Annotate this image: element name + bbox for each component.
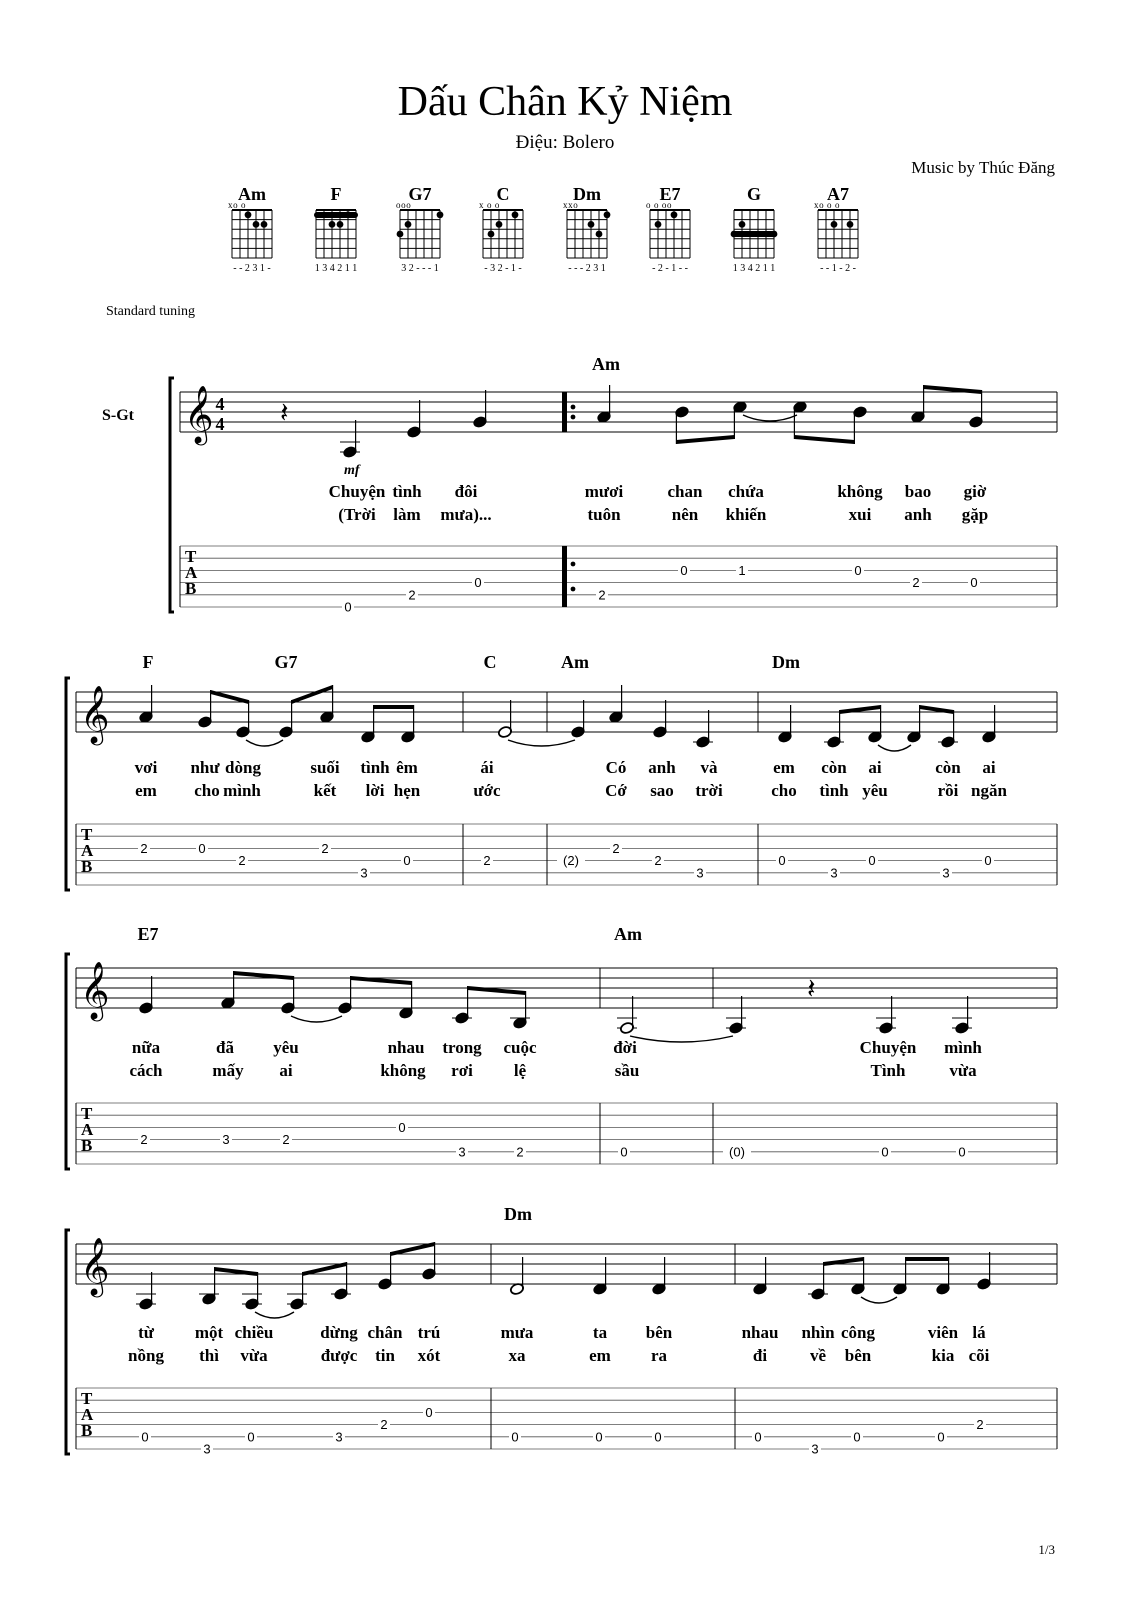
tab-fret-number: 2 bbox=[976, 1417, 984, 1433]
chord-symbol: Am bbox=[592, 354, 620, 374]
lyric-verse-2: kia bbox=[931, 1346, 955, 1365]
tab-fret-number: 2 bbox=[598, 587, 606, 603]
lyric-verse-2: rồi bbox=[937, 781, 959, 800]
lyric-verse-2: tình bbox=[819, 781, 849, 800]
tab-clef-letter: A bbox=[185, 563, 198, 582]
score-systems bbox=[66, 354, 1057, 1457]
track-name: S-Gt bbox=[102, 407, 134, 424]
chord-diagram bbox=[814, 184, 858, 274]
tab-fret-number: 3 bbox=[830, 865, 838, 881]
tab-fret-number: 0 bbox=[970, 575, 978, 591]
lyric-verse-1: mưa bbox=[500, 1323, 534, 1342]
lyric-verse-1: nữa bbox=[131, 1038, 161, 1057]
finger-dot bbox=[596, 231, 603, 238]
lyric-verse-1: đã bbox=[216, 1038, 234, 1057]
lyric-verse-2: tuôn bbox=[587, 505, 621, 524]
beam bbox=[351, 976, 412, 985]
finger-dot bbox=[731, 231, 738, 238]
lyric-verse-2: kết bbox=[313, 781, 337, 800]
beam bbox=[906, 1257, 949, 1261]
finger-dot bbox=[496, 221, 503, 228]
tab-fret-number: 0 bbox=[654, 1429, 662, 1445]
lyric-verse-1: bao bbox=[904, 482, 932, 501]
tab-fret-number: (0) bbox=[729, 1144, 745, 1160]
tab-fret-number: 0 bbox=[620, 1144, 628, 1160]
lyric-verse-2: anh bbox=[904, 505, 932, 524]
lyric-verse-1: cuộc bbox=[503, 1038, 537, 1057]
finger-dot bbox=[261, 221, 268, 228]
tab-fret-number: 0 bbox=[398, 1119, 406, 1135]
page-number: 1/3 bbox=[1038, 1542, 1055, 1557]
lyric-verse-1: không bbox=[837, 482, 883, 501]
lyric-verse-1: nhau bbox=[741, 1323, 779, 1342]
lyric-verse-1: ta bbox=[592, 1323, 608, 1342]
chord-diagram bbox=[314, 184, 358, 274]
beam bbox=[794, 435, 854, 444]
beam bbox=[234, 971, 294, 980]
finger-dot bbox=[831, 221, 838, 228]
tab-fret-number: 2 bbox=[140, 1132, 148, 1148]
tab-fret-number: 0 bbox=[141, 1429, 149, 1445]
tab-fret-number: 3 bbox=[222, 1132, 230, 1148]
finger-dot bbox=[588, 221, 595, 228]
repeat-dot bbox=[571, 405, 576, 410]
lyric-verse-2: (Trời bbox=[338, 505, 376, 524]
finger-dot bbox=[345, 211, 352, 218]
barre-mark bbox=[314, 212, 358, 218]
treble-clef: 𝄞 bbox=[184, 386, 214, 442]
finger-dot bbox=[512, 211, 519, 218]
tab-fret-number: 0 bbox=[425, 1404, 433, 1420]
repeat-dot bbox=[571, 562, 576, 567]
tab-fret-number: 3 bbox=[696, 865, 704, 881]
chord-diagram-name: Dm bbox=[573, 184, 601, 204]
beam bbox=[840, 705, 881, 714]
chord-fingering: - 3 2 - 1 - bbox=[484, 263, 522, 274]
chord-diagram bbox=[479, 184, 523, 274]
lyric-verse-1: trong bbox=[442, 1038, 482, 1057]
lyric-verse-2: không bbox=[380, 1061, 426, 1080]
finger-dot bbox=[253, 221, 260, 228]
score-system bbox=[170, 354, 1057, 615]
lyric-verse-2: ra bbox=[650, 1346, 668, 1365]
song-title: Dấu Chân Kỷ Niệm bbox=[397, 79, 733, 125]
chord-symbol: G7 bbox=[274, 652, 298, 672]
lyric-verse-2: xót bbox=[417, 1346, 441, 1365]
finger-dot bbox=[397, 231, 404, 238]
chord-diagram bbox=[228, 184, 272, 274]
tie bbox=[861, 1297, 897, 1303]
tab-fret-number: 0 bbox=[198, 840, 206, 856]
chord-diagram-row bbox=[228, 184, 858, 274]
lyric-verse-2: hẹn bbox=[393, 781, 421, 800]
lyric-verse-1: êm bbox=[396, 758, 418, 777]
tab-fret-number: 0 bbox=[778, 853, 786, 869]
repeat-dot bbox=[571, 587, 576, 592]
tab-fret-number: 3 bbox=[335, 1429, 343, 1445]
lyric-verse-2: nên bbox=[671, 505, 699, 524]
tab-clef-letter: B bbox=[81, 857, 93, 876]
tab-fret-number: 0 bbox=[344, 599, 352, 615]
lyric-verse-2: trời bbox=[695, 781, 723, 800]
lyric-verse-1: đời bbox=[613, 1038, 637, 1057]
open-muted-markers: ooo bbox=[396, 200, 412, 210]
chord-diagram-name: C bbox=[496, 184, 510, 204]
lyric-verse-1: dừng bbox=[320, 1323, 358, 1342]
chord-diagram bbox=[396, 184, 443, 274]
lyric-verse-2: Cớ bbox=[605, 781, 627, 800]
lyric-verse-1: Có bbox=[605, 758, 627, 777]
lyric-verse-2: xui bbox=[848, 505, 872, 524]
lyric-verse-2: khiến bbox=[725, 505, 767, 524]
lyric-verse-2: em bbox=[589, 1346, 611, 1365]
lyric-verse-1: công bbox=[841, 1323, 875, 1342]
tab-clef-letter: T bbox=[81, 1389, 93, 1408]
tab-fret-number: 1 bbox=[738, 562, 746, 578]
lyric-verse-2: vừa bbox=[949, 1061, 977, 1080]
lyric-verse-1: còn bbox=[821, 758, 847, 777]
chord-fingering: 1 3 4 2 1 1 bbox=[314, 263, 358, 274]
lyric-verse-1: nhau bbox=[387, 1038, 425, 1057]
open-muted-markers: xxo bbox=[563, 200, 579, 210]
treble-clef: 𝄞 bbox=[80, 1238, 110, 1294]
chord-symbol: Am bbox=[561, 652, 589, 672]
lyric-verse-1: dòng bbox=[225, 758, 261, 777]
beam bbox=[374, 705, 414, 709]
tab-fret-number: 2 bbox=[612, 840, 620, 856]
lyric-verse-1: như bbox=[190, 758, 220, 777]
finger-dot bbox=[739, 221, 746, 228]
chord-diagram bbox=[563, 184, 610, 274]
chord-symbol: Dm bbox=[772, 652, 800, 672]
treble-clef: 𝄞 bbox=[80, 962, 110, 1018]
lyric-verse-1: tình bbox=[360, 758, 390, 777]
tab-fret-number: 2 bbox=[380, 1417, 388, 1433]
lyric-verse-1: đôi bbox=[454, 482, 478, 501]
beam bbox=[468, 986, 526, 995]
tab-clef-letter: T bbox=[81, 1104, 93, 1123]
lyric-verse-2: được bbox=[320, 1346, 358, 1365]
tab-clef-letter: A bbox=[81, 1405, 94, 1424]
lyric-verse-2: cho bbox=[194, 781, 220, 800]
lyric-verse-1: một bbox=[194, 1323, 224, 1342]
tab-fret-number: 2 bbox=[140, 840, 148, 856]
chord-symbol: Dm bbox=[504, 1204, 532, 1224]
lyric-verse-2: ai bbox=[279, 1061, 293, 1080]
lyric-verse-1: trú bbox=[417, 1323, 441, 1342]
lyric-verse-2: tin bbox=[375, 1346, 395, 1365]
lyric-verse-2: đi bbox=[752, 1346, 768, 1365]
chord-fingering: - - 1 - 2 - bbox=[820, 263, 856, 274]
lyric-verse-1: vơi bbox=[134, 758, 158, 777]
tie bbox=[630, 1036, 733, 1042]
lyric-verse-1: và bbox=[700, 758, 718, 777]
chord-diagram-name: A7 bbox=[827, 184, 849, 204]
score-system bbox=[66, 652, 1057, 890]
treble-clef: 𝄞 bbox=[80, 686, 110, 742]
lyric-verse-1: ai bbox=[982, 758, 996, 777]
chord-fingering: - - - 2 3 1 bbox=[568, 263, 606, 274]
chord-diagram-name: F bbox=[330, 184, 342, 204]
tab-fret-number: 0 bbox=[937, 1429, 945, 1445]
finger-dot bbox=[847, 221, 854, 228]
lyric-verse-1: lá bbox=[972, 1323, 986, 1342]
open-muted-markers: xo o bbox=[228, 200, 247, 210]
open-muted-markers: xo o o bbox=[814, 200, 841, 210]
tab-fret-number: 0 bbox=[403, 853, 411, 869]
chord-symbol: Am bbox=[614, 924, 642, 944]
lyric-verse-2: thì bbox=[199, 1346, 219, 1365]
open-muted-markers: x o o bbox=[479, 200, 500, 210]
chord-diagram-name: G7 bbox=[408, 184, 432, 204]
tie bbox=[246, 740, 283, 746]
lyric-verse-1: giờ bbox=[963, 482, 987, 501]
repeat-dot bbox=[571, 415, 576, 420]
lyric-verse-1: anh bbox=[648, 758, 676, 777]
lyric-verse-2: xa bbox=[508, 1346, 526, 1365]
tab-fret-number: 0 bbox=[984, 853, 992, 869]
lyric-verse-2: sầu bbox=[614, 1061, 640, 1080]
finger-dot bbox=[245, 211, 252, 218]
tie bbox=[508, 740, 575, 746]
lyric-verse-1: chân bbox=[367, 1323, 403, 1342]
lyric-verse-1: Chuyện bbox=[328, 482, 386, 501]
lyric-verse-2: về bbox=[809, 1346, 827, 1365]
lyric-verse-1: ái bbox=[480, 758, 494, 777]
tab-fret-number: 2 bbox=[654, 853, 662, 869]
lyric-verse-2: cho bbox=[771, 781, 797, 800]
lyric-verse-2: cách bbox=[129, 1061, 163, 1080]
lyric-verse-1: nhìn bbox=[801, 1323, 835, 1342]
tab-fret-number: 0 bbox=[853, 1429, 861, 1445]
tab-clef-letter: A bbox=[81, 1120, 94, 1139]
chord-symbol: C bbox=[483, 652, 497, 672]
lyric-verse-2: Tình bbox=[870, 1061, 906, 1080]
tab-clef-letter: B bbox=[185, 579, 197, 598]
lyric-verse-2: ngăn bbox=[971, 781, 1007, 800]
tuning-label: Standard tuning bbox=[106, 304, 196, 319]
system-bracket bbox=[66, 678, 70, 890]
repeat-barline bbox=[562, 392, 567, 432]
tie bbox=[291, 1016, 342, 1022]
lyric-verse-1: chứa bbox=[728, 482, 764, 501]
system-bracket bbox=[66, 954, 70, 1169]
chord-symbol: E7 bbox=[137, 924, 159, 944]
lyric-verse-1: viên bbox=[927, 1323, 959, 1342]
lyric-verse-2: mấy bbox=[212, 1061, 244, 1080]
tab-fret-number: 2 bbox=[912, 575, 920, 591]
system-bracket bbox=[66, 1230, 70, 1454]
lyric-verse-1: còn bbox=[935, 758, 961, 777]
tab-fret-number: 2 bbox=[408, 587, 416, 603]
finger-dot bbox=[604, 211, 611, 218]
lyric-verse-1: suối bbox=[310, 758, 340, 777]
tab-clef-letter: A bbox=[81, 841, 94, 860]
lyric-verse-1: mươi bbox=[584, 482, 624, 501]
lyric-verse-1: từ bbox=[138, 1323, 154, 1342]
chord-symbol: F bbox=[142, 652, 154, 672]
time-signature-bottom: 4 bbox=[215, 414, 225, 434]
lyric-verse-2: nồng bbox=[128, 1346, 164, 1365]
tab-fret-number: 2 bbox=[483, 853, 491, 869]
tab-fret-number: 0 bbox=[680, 562, 688, 578]
tab-fret-number: 3 bbox=[203, 1441, 211, 1457]
beam bbox=[920, 705, 954, 714]
beam bbox=[924, 385, 982, 394]
tie bbox=[743, 415, 797, 421]
tab-fret-number: 2 bbox=[238, 853, 246, 869]
finger-dot bbox=[671, 211, 678, 218]
tab-fret-number: 3 bbox=[360, 865, 368, 881]
finger-dot bbox=[405, 221, 412, 228]
chord-fingering: - - 2 3 1 - bbox=[233, 263, 271, 274]
lyric-verse-2: bên bbox=[844, 1346, 872, 1365]
tab-fret-number: 2 bbox=[282, 1132, 290, 1148]
finger-dot bbox=[329, 221, 336, 228]
lyric-verse-1: tình bbox=[392, 482, 422, 501]
chord-fingering: - 2 - 1 - - bbox=[652, 263, 688, 274]
tab-fret-number: 0 bbox=[511, 1429, 519, 1445]
tab-fret-number: 2 bbox=[321, 840, 329, 856]
beam bbox=[292, 685, 333, 704]
lyric-verse-1: Chuyện bbox=[859, 1038, 917, 1057]
tie bbox=[255, 1312, 294, 1318]
tab-fret-number: (2) bbox=[563, 853, 579, 869]
finger-dot bbox=[488, 231, 495, 238]
lyric-verse-2: rơi bbox=[451, 1061, 473, 1080]
chord-diagram-name: G bbox=[746, 184, 762, 204]
finger-dot bbox=[437, 211, 444, 218]
tab-fret-number: 0 bbox=[247, 1429, 255, 1445]
lyric-verse-1: ai bbox=[868, 758, 882, 777]
beam bbox=[676, 435, 734, 444]
chord-diagram bbox=[731, 184, 778, 274]
composer-credit: Music by Thúc Đăng bbox=[911, 158, 1055, 177]
finger-dot bbox=[655, 221, 662, 228]
chord-diagram-name: E7 bbox=[659, 184, 681, 204]
lyric-verse-2: lệ bbox=[513, 1061, 527, 1080]
chord-fingering: 1 3 4 2 1 1 bbox=[732, 263, 776, 274]
lyric-verse-2: mưa)... bbox=[440, 505, 492, 524]
tab-fret-number: 3 bbox=[942, 865, 950, 881]
score-system bbox=[66, 1204, 1057, 1457]
tab-fret-number: 0 bbox=[868, 853, 876, 869]
lyric-verse-2: vừa bbox=[240, 1346, 268, 1365]
lyric-verse-2: lời bbox=[365, 781, 385, 800]
quarter-rest: 𝄽 bbox=[807, 974, 816, 1005]
chord-fingering: 3 2 - - - 1 bbox=[401, 263, 439, 274]
system-bracket bbox=[170, 378, 174, 612]
song-subtitle: Điệu: Bolero bbox=[515, 132, 615, 153]
chord-diagram-name: Am bbox=[238, 184, 266, 204]
tab-clef-letter: T bbox=[185, 547, 197, 566]
tab-clef-letter: B bbox=[81, 1421, 93, 1440]
time-signature-top: 4 bbox=[215, 394, 225, 414]
lyric-verse-2: ước bbox=[473, 781, 501, 800]
repeat-barline bbox=[562, 546, 567, 607]
tab-fret-number: 3 bbox=[458, 1144, 466, 1160]
tab-fret-number: 2 bbox=[516, 1144, 524, 1160]
lyric-verse-2: cõi bbox=[968, 1346, 990, 1365]
lyric-verse-1: em bbox=[773, 758, 795, 777]
lyric-verse-2: làm bbox=[393, 505, 421, 524]
tab-clef-letter: B bbox=[81, 1136, 93, 1155]
lyric-verse-1: bên bbox=[645, 1323, 673, 1342]
beam bbox=[824, 1257, 864, 1266]
finger-dot bbox=[771, 231, 778, 238]
tie bbox=[878, 745, 911, 751]
tab-clef-letter: T bbox=[81, 825, 93, 844]
lyric-verse-1: chiều bbox=[234, 1323, 274, 1342]
open-muted-markers: o o oo bbox=[646, 200, 673, 210]
barre-mark bbox=[732, 231, 776, 237]
lyric-verse-1: chan bbox=[667, 482, 703, 501]
lyric-verse-2: sao bbox=[650, 781, 674, 800]
tab-fret-number: 0 bbox=[854, 562, 862, 578]
lyric-verse-2: em bbox=[135, 781, 157, 800]
score-system bbox=[66, 924, 1057, 1169]
lyric-verse-1: yêu bbox=[273, 1038, 299, 1057]
lyric-verse-2: mình bbox=[223, 781, 261, 800]
quarter-rest: 𝄽 bbox=[280, 398, 289, 429]
tab-fret-number: 0 bbox=[958, 1144, 966, 1160]
lyric-verse-2: gặp bbox=[961, 505, 989, 524]
tab-fret-number: 0 bbox=[881, 1144, 889, 1160]
beam bbox=[215, 1267, 258, 1276]
tab-fret-number: 0 bbox=[474, 575, 482, 591]
tab-fret-number: 0 bbox=[595, 1429, 603, 1445]
lyric-verse-2: yêu bbox=[862, 781, 888, 800]
dynamic-mark: mf bbox=[344, 463, 360, 478]
chord-diagram bbox=[646, 184, 690, 274]
lyric-verse-1: mình bbox=[944, 1038, 982, 1057]
tab-fret-number: 0 bbox=[754, 1429, 762, 1445]
finger-dot bbox=[337, 221, 344, 228]
tab-fret-number: 3 bbox=[811, 1441, 819, 1457]
